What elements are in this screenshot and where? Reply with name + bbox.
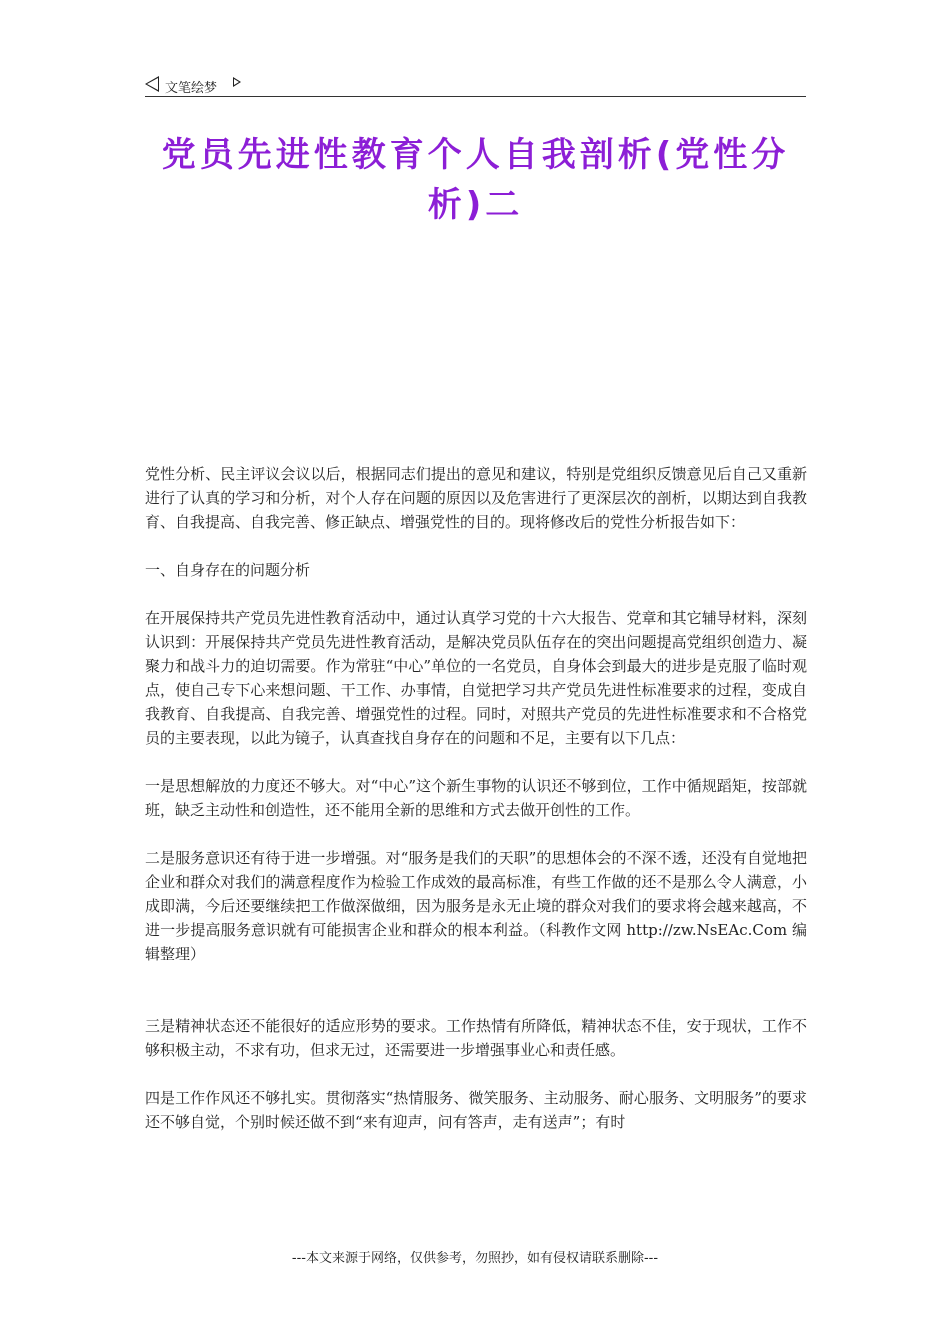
right-triangle-icon (233, 77, 241, 87)
paragraph: 三是精神状态还不能很好的适应形势的要求。工作热情有所降低，精神状态不佳，安于现状，工作不够积极主动，不求有功，但求无过，还需要进一步增强事业心和责任感。 (145, 1017, 807, 1059)
document-body (145, 462, 807, 1158)
paragraph: 一是思想解放的力度还不够大。对“中心”这个新生事物的认识还不够到位，工作中循规蹈矩，按部就班，缺乏主动性和创造性，还不能用全新的思维和方式去做开创性的工作。 (145, 777, 807, 819)
paragraph: 二是服务意识还有待于进一步增强。对“服务是我们的天职”的思想体会的不深不透，还没有自觉地把企业和群众对我们的满意程度作为检验工作成效的最高标准，有些工作做的还不是那么令人满意，小成即满，今后还要继续把工作做深做细，因为服务是永无止境的群众对我们的要求将会越来越高，不进一步提高服务意识就有可能损害企业和群众的根本利益。（科教作文网 http://zw.NsEAc.Com 编辑整理） (145, 849, 807, 963)
paragraph-intro: 党性分析、民主评议会议以后，根据同志们提出的意见和建议，特别是党组织反馈意见后自己又重新进行了认真的学习和分析，对个人存在问题的原因以及危害进行了更深层次的剖析，以期达到自我教育、自我提高、自我完善、修正缺点、增强党性的目的。现将修改后的党性分析报告如下： (145, 465, 807, 531)
page-footer: ---本文来源于网络，仅供参考，勿照抄，如有侵权请联系删除--- (291, 1251, 659, 1266)
left-triangle-icon (145, 76, 159, 92)
section-heading: 一、自身存在的问题分析 (145, 561, 311, 579)
brand-name: 文笔绘梦 (165, 81, 218, 96)
page-header (145, 74, 806, 97)
paragraph: 在开展保持共产党员先进性教育活动中，通过认真学习党的十六大报告、党章和其它辅导材料，深刻认识到：开展保持共产党员先进性教育活动，是解决党员队伍存在的突出问题提高党组织创造力、凝聚力和战斗力的迫切需要。作为常驻“中心”单位的一名党员，自身体会到最大的进步是克服了临时观点，使自己专下心来想问题、干工作、办事情，自觉把学习共产党员先进性标准要求的过程，变成自我教育、自我提高、自我完善、增强党性的过程。同时，对照共产党员的先进性标准要求和不合格党员的主要表现，以此为镜子，认真查找自身存在的问题和不足，主要有以下几点： (145, 609, 807, 747)
document-title: 党员先进性教育个人自我剖析(党性分析)二 (161, 135, 790, 225)
paragraph: 四是工作作风还不够扎实。贯彻落实“热情服务、微笑服务、主动服务、耐心服务、文明服务”的要求还不够自觉，个别时候还做不到“来有迎声，问有答声，走有送声”；有时 (145, 1089, 807, 1131)
